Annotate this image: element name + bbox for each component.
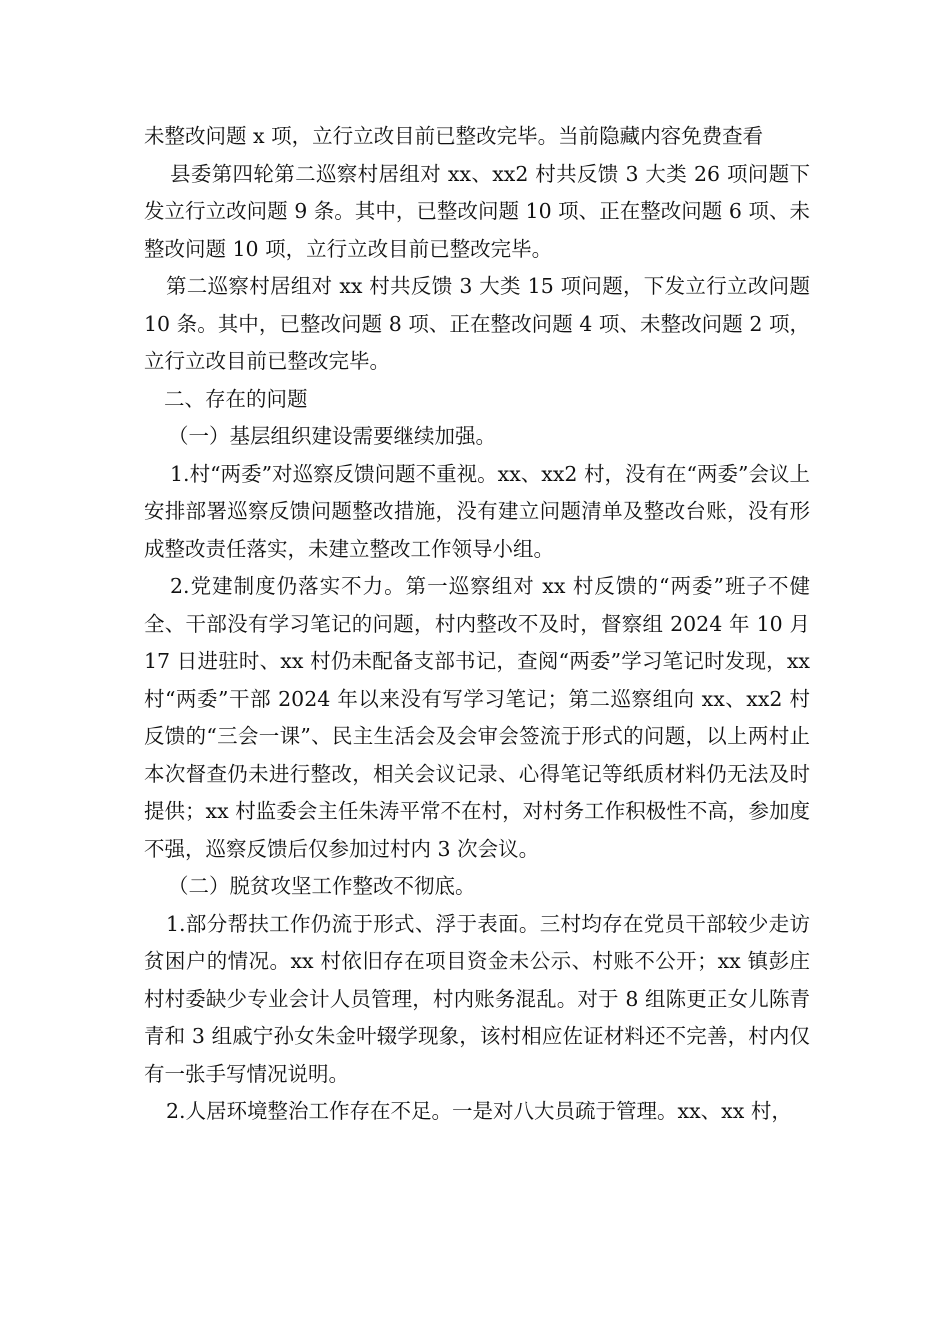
paragraph-item-1-assistance: 1.部分帮扶工作仍流于形式、浮于表面。三村均存在党员干部较少走访贫困户的情况。xx 村依旧存在项目资金未公示、村账不公开；xx 镇彭庄村村委缺少专业会计人员管理，村内账务混乱。对于 8 组陈更正女儿陈青青和 3 组戚宁孙女朱金叶辍学现象，该村相应佐证材料还不完善，村内仅有一张手写情况说明。 bbox=[144, 911, 810, 1086]
paragraph-second-inspection: 第二巡察村居组对 xx 村共反馈 3 大类 15 项问题，下发立行立改问题 10 条。其中，已整改问题 8 项、正在整改问题 4 项、未整改问题 2 项，立行立改目前已整改完毕。 bbox=[144, 274, 810, 373]
paragraph-item-2-party-building: 2.党建制度仍落实不力。第一巡察组对 xx 村反馈的“两委”班子不健全、干部没有学习笔记的问题，村内整改不及时，督察组 2024 年 10 月 17 日进驻时、xx 村仍未配备支部书记，查阅“两委”学习笔记时发现，xx 村“两委”干部 2024 年以来没有写学习笔记；第二巡察组向 xx、xx2 村反馈的“三会一课”、民主生活会及会审会签流于形式的问题，以上两村止本次督查仍未进行整改，相关会议记录、心得笔记等纸质材料仍无法及时提供；xx 村监委会主任朱涛平常不在村，对村务工作积极性不高，参加度不强，巡察反馈后仅参加过村内 3 次会议。 bbox=[144, 574, 810, 861]
paragraph-item-1-committee: 1.村“两委”对巡察反馈问题不重视。xx、xx2 村，没有在“两委”会议上安排部署巡察反馈问题整改措施，没有建立问题清单及整改台账，没有形成整改责任落实，未建立整改工作领导小组。 bbox=[144, 461, 810, 561]
paragraph-county-inspection: 县委第四轮第二巡察村居组对 xx、xx2 村共反馈 3 大类 26 项问题下发立行立改问题 9 条。其中，已整改问题 10 项、正在整改问题 6 项、未整改问题 10 项，立行立改目前已整改完毕。 bbox=[144, 161, 810, 261]
section-heading-problems: 二、存在的问题 bbox=[164, 386, 308, 411]
paragraph-continuation: 未整改问题 x 项，立行立改目前已整改完毕。当前隐藏内容免费查看 bbox=[144, 124, 764, 148]
subheading-organization: （一）基层组织建设需要继续加强。 bbox=[168, 424, 496, 448]
paragraph-item-2-environment: 2.人居环境整治工作存在不足。一是对八大员疏于管理。xx、xx 村， bbox=[166, 1099, 792, 1123]
subheading-poverty: （二）脱贫攻坚工作整改不彻底。 bbox=[168, 874, 476, 898]
document-body bbox=[144, 118, 810, 1131]
